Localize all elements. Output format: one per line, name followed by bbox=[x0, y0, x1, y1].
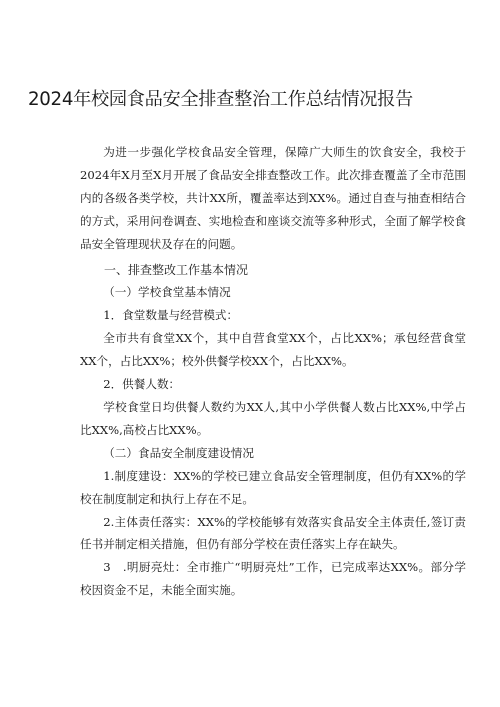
section-heading-basic-situation: 一、排查整改工作基本情况 bbox=[104, 262, 249, 277]
subsection-heading-system: （二）食品安全制度建设情况 bbox=[103, 445, 254, 460]
item-meal-count-label: 2．供餐人数： bbox=[103, 377, 181, 392]
document-title: 2024年校园食品安全排查整治工作总结情况报告 bbox=[28, 89, 413, 110]
rule-responsibility: 2.主体责任落实：XX%的学校能够有效落实食品安全主体责任,签订责任书并制定相关措施，但仍有部分学校在责任落实上存在缺失。 bbox=[80, 514, 466, 552]
item-meal-count-text: 学校食堂日均供餐人数约为XX人,其中小学供餐人数占比XX%,中学占比XX%,高校占比XX%。 bbox=[80, 399, 466, 437]
item-canteen-count-text: 全市共有食堂XX个，其中自营食堂XX个，占比XX%；承包经营食堂XX个，占比XX%；校外供餐学校XX个，占比XX%。 bbox=[80, 331, 466, 369]
subsection-heading-canteen: （一）学校食堂基本情况 bbox=[103, 285, 231, 300]
item-canteen-count-label: 1．食堂数量与经营模式： bbox=[103, 308, 239, 323]
rule-open-kitchen: 3 .明厨亮灶：全市推广“明厨亮灶”工作，已完成率达XX%。部分学校因资金不足，未能全面实施。 bbox=[80, 560, 466, 598]
rule-system-building: 1.制度建设：XX%的学校已建立食品安全管理制度，但仍有XX%的学校在制度制定和执行上存在不足。 bbox=[80, 468, 466, 506]
document-body bbox=[80, 141, 466, 602]
intro-paragraph: 为进一步强化学校食品安全管理，保障广大师生的饮食安全，我校于2024年X月至X月开展了食品安全排查整改工作。此次排查覆盖了全市范围内的各级各类学校，共计XX所，覆盖率达到XX%。通过自查与抽查相结合的方式，采用问卷调查、实地检查和座谈交流等多种形式，全面了解学校食品安全管理现状及存在的问题。 bbox=[80, 145, 466, 251]
